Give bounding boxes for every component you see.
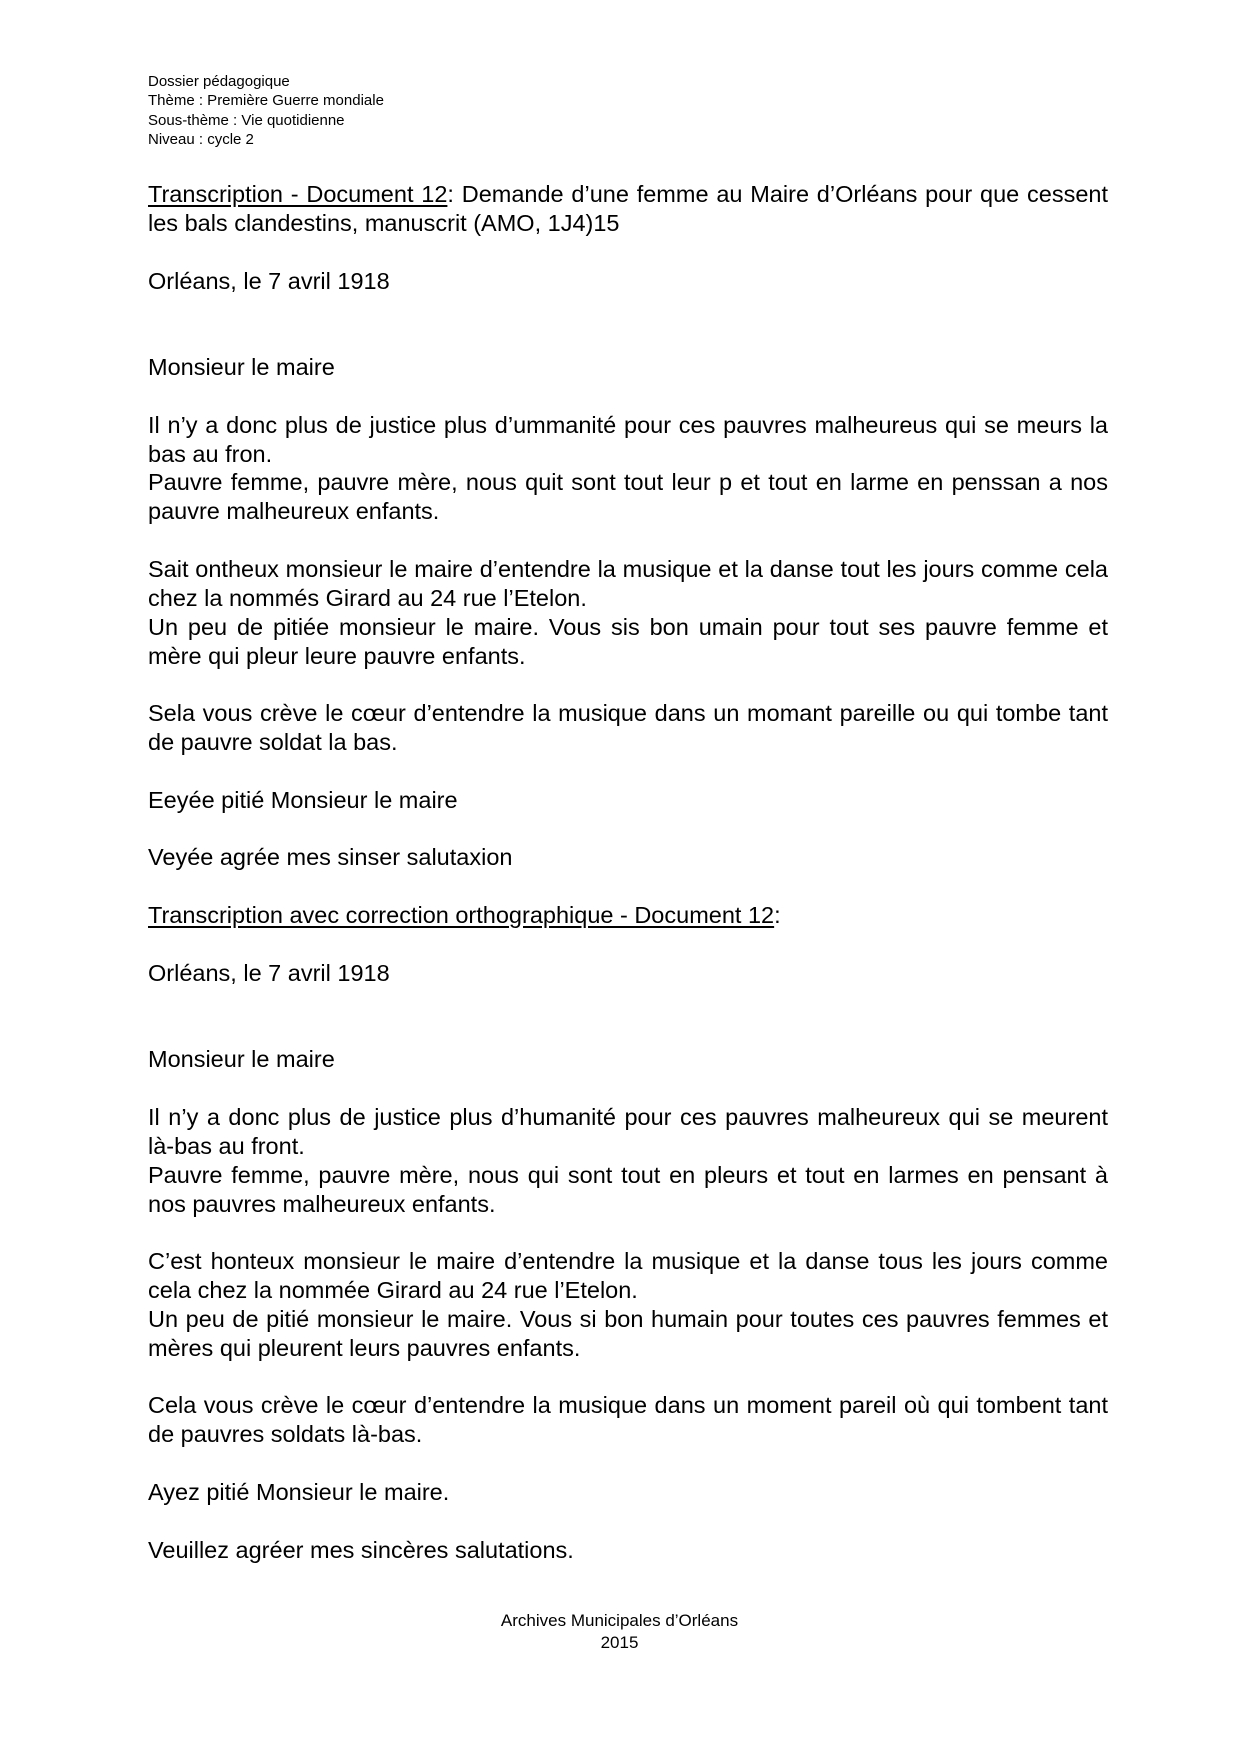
header-sous-theme: Sous-thème : Vie quotidienne (148, 111, 345, 129)
letter-closing: Veyée agrée mes sinser salutaxion (148, 844, 513, 871)
letter-paragraph: Eeyée pitié Monsieur le maire (148, 786, 458, 813)
page-footer (0, 1610, 1239, 1654)
corrected-closing: Veuillez agréer mes sincères salutations. (148, 1536, 574, 1563)
transcription-title: Transcription - Document 12 (148, 181, 448, 207)
letter-paragraph: Sait ontheux monsieur le maire d’entendre la musique et la danse tout les jours comme cela chez la nommés Girard au 24 rue l’Etelon. (148, 555, 1108, 611)
corrected-salutation: Monsieur le maire (148, 1046, 335, 1073)
footer-year: 2015 (600, 1633, 639, 1652)
letter-paragraph: Il n’y a donc plus de justice plus d’ummanité pour ces pauvres malheureus qui se meurs la bas au fron. (148, 411, 1108, 467)
letter-paragraph: Sela vous crève le cœur d’entendre la musique dans un momant pareille ou qui tombe tant de pauvre soldat la bas. (148, 700, 1108, 756)
corrected-paragraph: Un peu de pitié monsieur le maire. Vous si bon humain pour toutes ces pauvres femmes et mères qui pleurent leurs pauvres enfants. (148, 1305, 1108, 1361)
document-body (148, 180, 1108, 1565)
letter-date: Orléans, le 7 avril 1918 (148, 267, 390, 294)
corrected-paragraph: Pauvre femme, pauvre mère, nous qui sont tout en pleurs et tout en larmes en pensant à nos pauvres malheureux enfants. (148, 1161, 1108, 1217)
document-header (148, 72, 384, 149)
corrected-date: Orléans, le 7 avril 1918 (148, 959, 390, 986)
header-theme: Thème : Première Guerre mondiale (148, 92, 384, 110)
transcription-heading (148, 180, 1108, 238)
letter-paragraph: Un peu de pitiée monsieur le maire. Vous sis bon umain pour tout ses pauvre femme et mère qui pleur leure pauvre enfants. (148, 613, 1108, 669)
footer-organization: Archives Municipales d’Orléans (500, 1611, 739, 1630)
letter-salutation: Monsieur le maire (148, 354, 335, 381)
corrected-paragraph: Ayez pitié Monsieur le maire. (148, 1478, 450, 1505)
header-niveau: Niveau : cycle 2 (148, 130, 254, 148)
transcription-description: : Demande d’une femme au Maire d’Orléans pour que cessent les bals clandestins, manuscrit (AMO, 1J4)15 (148, 181, 1108, 236)
corrected-paragraph: Cela vous crève le cœur d’entendre la musique dans un moment pareil où qui tombent tant de pauvres soldats là-bas. (148, 1392, 1108, 1448)
corrected-heading (148, 901, 1108, 930)
corrected-title: Transcription avec correction orthographique - Document 12 (148, 902, 775, 929)
letter-paragraph: Pauvre femme, pauvre mère, nous quit sont tout leur p et tout en larme en penssan a nos pauvre malheureux enfants. (148, 469, 1108, 525)
corrected-paragraph: C’est honteux monsieur le maire d’entendre la musique et la danse tous les jours comme cela chez la nommée Girard au 24 rue l’Etelon. (148, 1248, 1108, 1304)
header-dossier: Dossier pédagogique (148, 73, 290, 90)
corrected-colon: : (774, 902, 781, 929)
corrected-paragraph: Il n’y a donc plus de justice plus d’humanité pour ces pauvres malheureux qui se meurent là-bas au front. (148, 1104, 1108, 1159)
